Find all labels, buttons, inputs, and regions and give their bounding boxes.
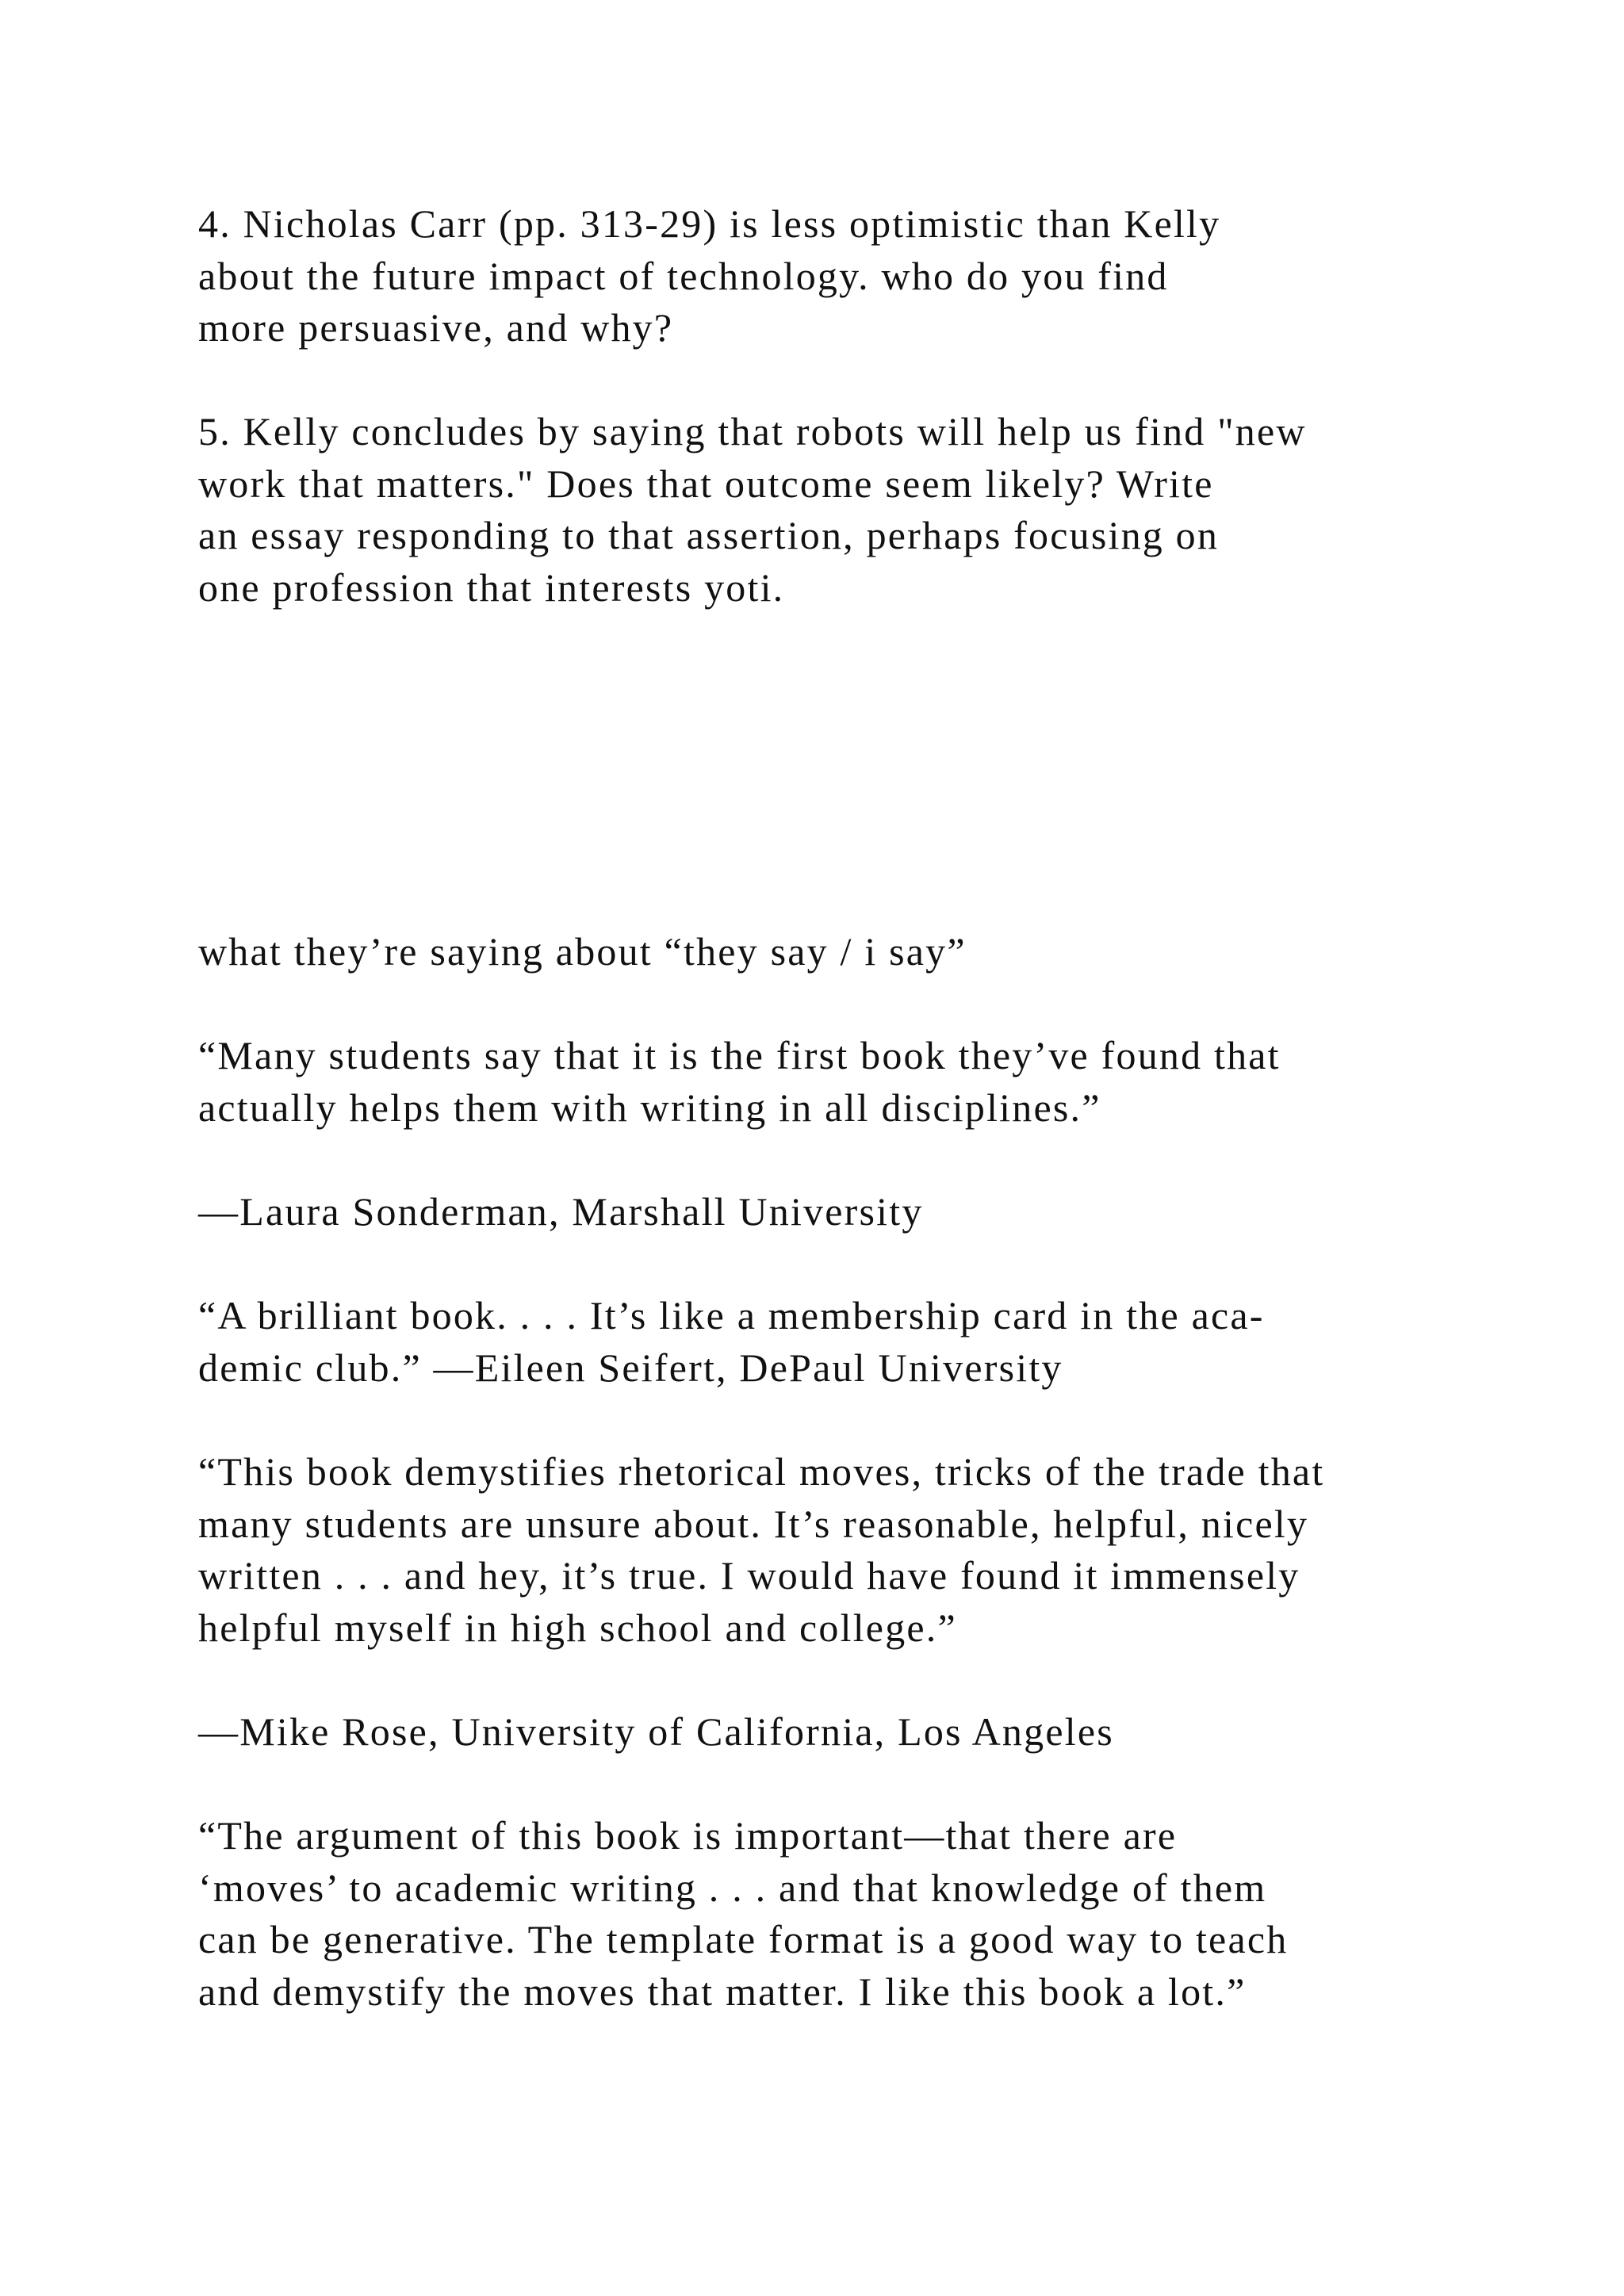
testimonial-attribution-1 [198,1186,924,1238]
text-line: about the future impact of technology. who do you find [198,253,1169,298]
text-line: 4. Nicholas Carr (pp. 313-29) is less optimistic than Kelly [198,201,1221,246]
testimonial-quote-4 [198,1810,1288,2018]
text-line: ‘moves’ to academic writing . . . and that knowledge of them [198,1865,1267,1910]
text-line: actually helps them with writing in all disciplines.” [198,1085,1101,1130]
text-line: many students are unsure about. It’s reasonable, helpful, nicely [198,1501,1309,1546]
attribution-line: —Mike Rose, University of California, Los Angeles [198,1709,1114,1754]
text-line: “Many students say that it is the first book they’ve found that [198,1033,1281,1077]
text-line: helpful myself in high school and college.” [198,1605,957,1650]
question-4-paragraph [198,198,1220,354]
testimonial-quote-2 [198,1290,1265,1394]
text-line: an essay responding to that assertion, perhaps focusing on [198,513,1220,557]
question-5-paragraph [198,406,1307,614]
text-line: demic club.” —Eileen Seifert, DePaul University [198,1345,1063,1390]
text-line: “A brilliant book. . . . It’s like a membership card in the aca- [198,1293,1265,1337]
text-line: more persuasive, and why? [198,305,674,350]
attribution-line: —Laura Sonderman, Marshall University [198,1189,924,1234]
testimonial-quote-3 [198,1446,1324,1654]
text-line: can be generative. The template format is a good way to teach [198,1917,1289,1961]
text-line: written . . . and hey, it’s true. I would have found it immensely [198,1553,1300,1598]
text-line: “This book demystifies rhetorical moves, tricks of the trade that [198,1449,1325,1494]
text-line: and demystify the moves that matter. I like this book a lot.” [198,1969,1247,2014]
text-line: 5. Kelly concludes by saying that robots will help us find "new [198,409,1307,453]
text-line: one profession that interests yoti. [198,564,785,610]
section-heading [198,926,967,978]
text-line: “The argument of this book is important—that there are [198,1813,1178,1858]
heading-line: what they’re saying about “they say / i say” [198,929,967,974]
testimonial-quote-1 [198,1030,1281,1134]
testimonial-attribution-3 [198,1706,1114,1758]
text-line: work that matters." Does that outcome seem likely? Write [198,461,1214,506]
